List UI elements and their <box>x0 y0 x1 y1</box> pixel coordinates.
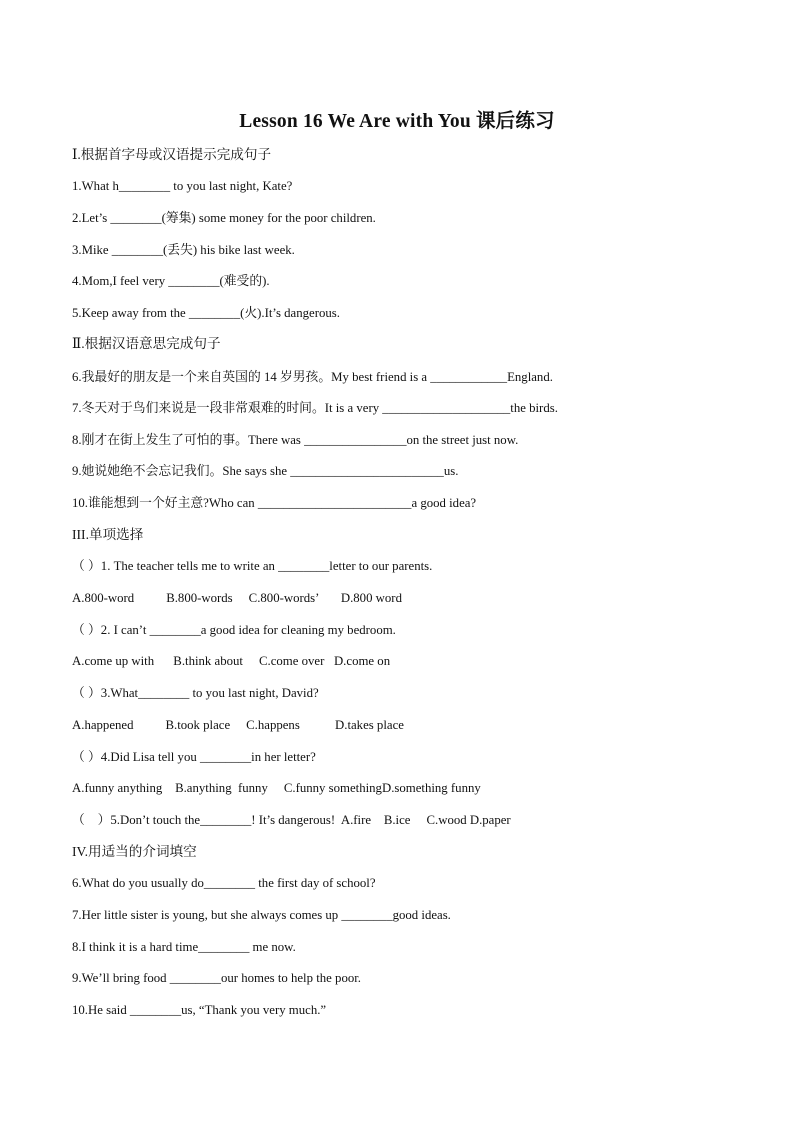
line-text: （ ）1. The teacher tells me to write an ________letter to our parents. <box>72 559 433 573</box>
question-line <box>72 495 476 511</box>
question-line <box>72 970 361 986</box>
line-text: （ ）3.What________ to you last night, David? <box>72 686 319 700</box>
line-text: A.come up with B.think about C.come over D.come on <box>72 654 391 668</box>
line-text: 7.Her little sister is young, but she always comes up ________good ideas. <box>72 908 451 922</box>
line-text: （ ）4.Did Lisa tell you ________in her letter? <box>72 750 316 764</box>
section-heading-1 <box>72 147 271 163</box>
line-text: 9.她说她绝不会忘记我们。She says she ________________________us. <box>72 464 459 478</box>
section-heading-3 <box>72 527 143 543</box>
question-line <box>72 685 319 701</box>
options-line <box>72 717 404 733</box>
section-heading-4 <box>72 844 197 860</box>
line-text: 5.Keep away from the ________(火).It’s dangerous. <box>72 306 340 320</box>
line-text: 1.What h________ to you last night, Kate? <box>72 179 293 193</box>
question-line <box>72 749 316 765</box>
page-title: Lesson 16 We Are with You 课后练习 <box>239 111 555 132</box>
question-line <box>72 178 292 194</box>
question-line <box>72 558 432 574</box>
question-line <box>72 907 451 923</box>
question-line <box>72 305 340 321</box>
section-heading-2 <box>72 336 221 352</box>
line-text: （ ）5.Don’t touch the________! It’s dangerous! A.fire B.ice C.wood D.paper <box>72 813 511 827</box>
line-text: 3.Mike ________(丢失) his bike last week. <box>72 243 295 257</box>
line-text: 10.He said ________us, “Thank you very much.” <box>72 1003 327 1017</box>
line-text: Ⅰ.根据首字母或汉语提示完成句子 <box>72 147 272 162</box>
options-line <box>72 780 481 796</box>
question-line <box>72 463 458 479</box>
question-line <box>72 432 518 448</box>
line-text: 2.Let’s ________(筹集) some money for the poor children. <box>72 211 376 225</box>
question-line <box>72 369 553 385</box>
options-line <box>72 653 390 669</box>
question-line <box>72 875 376 891</box>
question-line <box>72 939 296 955</box>
line-text: 10.谁能想到一个好主意?Who can ________________________a good idea? <box>72 496 477 510</box>
line-text: A.800-word B.800-words C.800-words’ D.800 word <box>72 591 402 605</box>
question-line <box>72 210 376 226</box>
line-text: 6.我最好的朋友是一个来自英国的 14 岁男孩。My best friend is a ____________England. <box>72 370 553 384</box>
line-text: IV.用适当的介词填空 <box>72 844 197 859</box>
line-text: Ⅱ.根据汉语意思完成句子 <box>72 336 221 351</box>
line-text: 6.What do you usually do________ the first day of school? <box>72 876 376 890</box>
line-text: 4.Mom,I feel very ________(难受的). <box>72 274 270 288</box>
line-text: A.funny anything B.anything funny C.funny somethingD.something funny <box>72 781 481 795</box>
line-text: A.happened B.took place C.happens D.takes place <box>72 718 404 732</box>
line-text: 9.We’ll bring food ________our homes to help the poor. <box>72 971 361 985</box>
line-text: 8.I think it is a hard time________ me now. <box>72 940 296 954</box>
line-text: （ ）2. I can’t ________a good idea for cleaning my bedroom. <box>72 623 396 637</box>
question-line <box>72 273 270 289</box>
question-line <box>72 1002 326 1018</box>
line-text: 8.刚才在街上发生了可怕的事。There was ________________on the street just now. <box>72 433 519 447</box>
question-line <box>72 400 558 416</box>
question-line <box>72 622 396 638</box>
question-line <box>72 242 295 258</box>
question-line <box>72 812 511 828</box>
line-text: 7.冬天对于鸟们来说是一段非常艰难的时间。It is a very ____________________the birds. <box>72 401 558 415</box>
options-line <box>72 590 402 606</box>
line-text: III.单项选择 <box>72 527 144 542</box>
